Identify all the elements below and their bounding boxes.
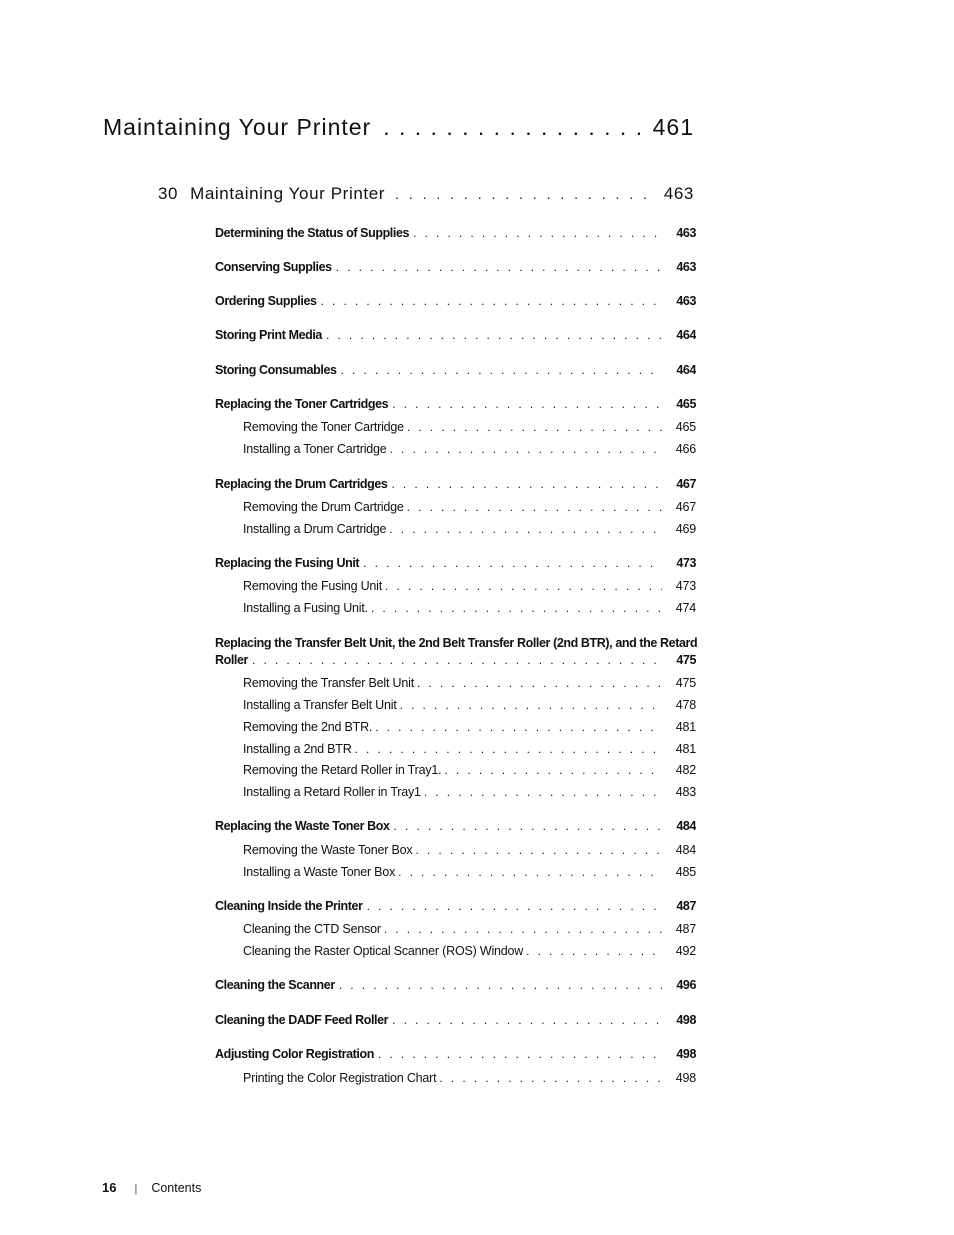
toc-entry-title: Replacing the Fusing Unit <box>215 556 360 570</box>
dot-leader <box>372 720 662 734</box>
dot-leader <box>395 865 662 879</box>
toc-entry[interactable] <box>215 556 696 570</box>
dot-leader <box>374 1047 662 1061</box>
toc-subentry[interactable] <box>243 579 696 593</box>
toc-subentry-page: 487 <box>675 922 696 936</box>
toc-entry[interactable] <box>215 899 696 913</box>
toc-entry[interactable] <box>215 397 696 411</box>
toc-subentry[interactable] <box>243 922 696 936</box>
dot-leader <box>368 601 662 615</box>
toc-subentry[interactable] <box>243 522 696 536</box>
toc-subentry[interactable] <box>243 698 696 712</box>
dot-leader <box>409 226 662 240</box>
toc-subentry-page: 465 <box>675 420 696 434</box>
toc-entry-title: Adjusting Color Registration <box>215 1047 374 1061</box>
toc-entry[interactable] <box>215 1013 696 1027</box>
dot-leader <box>385 184 654 204</box>
page-footer <box>102 1180 201 1195</box>
toc-entry-title: Conserving Supplies <box>215 260 332 274</box>
toc-subentry-title: Printing the Color Registration Chart <box>243 1071 437 1085</box>
dot-leader <box>332 260 662 274</box>
dot-leader <box>397 698 662 712</box>
toc-subentry-title: Installing a Fusing Unit. <box>243 601 368 615</box>
dot-leader <box>337 363 662 377</box>
toc-subentry-title: Cleaning the Raster Optical Scanner (ROS) Window <box>243 944 524 958</box>
toc-subentry-page: 492 <box>675 944 696 958</box>
toc-entry-page: 465 <box>676 397 696 411</box>
toc-subentry-page: 483 <box>675 785 696 799</box>
chapter-number: 30 <box>158 184 179 203</box>
toc-subentry[interactable] <box>243 865 696 879</box>
toc-subentry-title: Removing the Drum Cartridge <box>243 500 404 514</box>
part-page: 461 <box>652 114 694 140</box>
toc-entry-page: 463 <box>676 294 696 308</box>
toc-entry-title: Determining the Status of Supplies <box>215 226 410 240</box>
toc-entry-title: Cleaning the Scanner <box>215 978 335 992</box>
dot-leader <box>404 420 662 434</box>
toc-subentry[interactable] <box>243 742 696 756</box>
toc-entry-page: 498 <box>676 1047 696 1061</box>
toc-subentry-page: 475 <box>675 676 696 690</box>
dot-leader <box>363 899 662 913</box>
toc-subentry-page: 473 <box>675 579 696 593</box>
toc-entry[interactable] <box>215 477 696 491</box>
toc-entry-page: 464 <box>676 328 696 342</box>
dot-leader <box>413 843 663 857</box>
toc-subentry-title: Installing a Transfer Belt Unit <box>243 698 397 712</box>
toc-entry-title: Storing Print Media <box>215 328 322 342</box>
toc-entry-page: 484 <box>676 819 696 833</box>
toc-subentry-title: Removing the Waste Toner Box <box>243 843 413 857</box>
toc-subentry-title: Removing the 2nd BTR. <box>243 720 373 734</box>
toc-subentry-title: Cleaning the CTD Sensor <box>243 922 381 936</box>
dot-leader <box>387 442 662 456</box>
dot-leader <box>371 114 650 141</box>
part-title: Maintaining Your Printer <box>103 114 372 140</box>
toc-entry-title: Cleaning the DADF Feed Roller <box>215 1013 389 1027</box>
part-heading[interactable] <box>103 114 694 141</box>
dot-leader <box>414 676 662 690</box>
toc-subentry[interactable] <box>243 785 696 799</box>
chapter-heading[interactable] <box>158 184 694 204</box>
toc-subentry[interactable] <box>243 601 696 615</box>
toc-entry-title-line1[interactable]: Replacing the Transfer Belt Unit, the 2nd Belt Transfer Roller (2nd BTR), and the Retard <box>215 636 698 650</box>
toc-entry-page: 475 <box>676 653 696 667</box>
dot-leader <box>421 785 662 799</box>
toc-subentry[interactable] <box>243 420 696 434</box>
footer-page-number: 16 <box>102 1180 117 1195</box>
footer-section-label: Contents <box>151 1181 202 1195</box>
toc-entry-title: Cleaning Inside the Printer <box>215 899 363 913</box>
toc-subentry-page: 478 <box>675 698 696 712</box>
toc-entry-page: 498 <box>676 1013 696 1027</box>
dot-leader <box>441 763 662 777</box>
toc-entry-title: Ordering Supplies <box>215 294 317 308</box>
toc-subentry-title: Removing the Transfer Belt Unit <box>243 676 414 690</box>
toc-subentry-page: 484 <box>675 843 696 857</box>
toc-entry-title: Storing Consumables <box>215 363 337 377</box>
dot-leader <box>248 653 662 667</box>
toc-entry[interactable] <box>215 226 696 240</box>
toc-subentry-page: 482 <box>675 763 696 777</box>
chapter-title: Maintaining Your Printer <box>190 184 386 203</box>
toc-subentry-page: 481 <box>675 742 696 756</box>
toc-subentry-title: Removing the Retard Roller in Tray1. <box>243 763 442 777</box>
toc-entry[interactable] <box>215 363 696 377</box>
dot-leader <box>382 579 662 593</box>
toc-entry-page: 463 <box>676 226 696 240</box>
toc-subentry[interactable] <box>243 1071 696 1085</box>
dot-leader <box>381 922 662 936</box>
toc-subentry-page: 474 <box>675 601 696 615</box>
toc-entry[interactable] <box>215 819 696 833</box>
toc-subentry[interactable] <box>243 720 696 734</box>
toc-subentry-page: 467 <box>675 500 696 514</box>
toc-subentry[interactable] <box>243 944 696 958</box>
toc-subentry-page: 466 <box>675 442 696 456</box>
dot-leader <box>388 397 662 411</box>
dot-leader <box>388 1013 662 1027</box>
dot-leader <box>523 944 662 958</box>
toc-entry[interactable] <box>215 328 696 342</box>
toc-entry-title: Roller <box>215 653 249 667</box>
dot-leader <box>387 477 662 491</box>
toc-subentry-page: 498 <box>675 1071 696 1085</box>
dot-leader <box>317 294 662 308</box>
toc-subentry[interactable] <box>243 843 696 857</box>
toc-subentry[interactable] <box>243 763 696 777</box>
toc-entry-title: Replacing the Waste Toner Box <box>215 819 390 833</box>
dot-leader <box>436 1071 662 1085</box>
toc-entry-page: 496 <box>676 978 696 992</box>
toc-entry[interactable] <box>215 978 696 992</box>
footer-separator: | <box>134 1183 138 1195</box>
chapter-page: 463 <box>663 184 694 203</box>
toc-entry-page: 487 <box>676 899 696 913</box>
dot-leader <box>335 978 662 992</box>
toc-subentry-page: 481 <box>675 720 696 734</box>
dot-leader <box>352 742 662 756</box>
toc-subentry-title: Installing a 2nd BTR <box>243 742 352 756</box>
toc-entry[interactable] <box>215 1047 696 1061</box>
dot-leader <box>359 556 662 570</box>
toc-subentry-title: Removing the Toner Cartridge <box>243 420 404 434</box>
toc-entry[interactable] <box>215 653 696 667</box>
dot-leader <box>390 819 662 833</box>
toc-entry-page: 464 <box>676 363 696 377</box>
toc-subentry[interactable] <box>243 442 696 456</box>
toc-entry[interactable] <box>215 260 696 274</box>
toc-entry-page: 467 <box>676 477 696 491</box>
dot-leader <box>386 522 662 536</box>
toc-subentry-title: Installing a Retard Roller in Tray1 <box>243 785 421 799</box>
toc-subentry-page: 469 <box>675 522 696 536</box>
toc-subentry[interactable] <box>243 676 696 690</box>
dot-leader <box>404 500 662 514</box>
toc-entry-page: 473 <box>676 556 696 570</box>
toc-entry-title: Replacing the Toner Cartridges <box>215 397 389 411</box>
toc-subentry-page: 485 <box>675 865 696 879</box>
toc-entry[interactable] <box>215 294 696 308</box>
toc-subentry-title: Installing a Toner Cartridge <box>243 442 387 456</box>
toc-subentry-title: Installing a Waste Toner Box <box>243 865 396 879</box>
toc-subentry[interactable] <box>243 500 696 514</box>
toc-entry-page: 463 <box>676 260 696 274</box>
dot-leader <box>322 328 662 342</box>
toc-subentry-title: Installing a Drum Cartridge <box>243 522 387 536</box>
toc-entry-title: Replacing the Drum Cartridges <box>215 477 388 491</box>
toc-subentry-title: Removing the Fusing Unit <box>243 579 383 593</box>
